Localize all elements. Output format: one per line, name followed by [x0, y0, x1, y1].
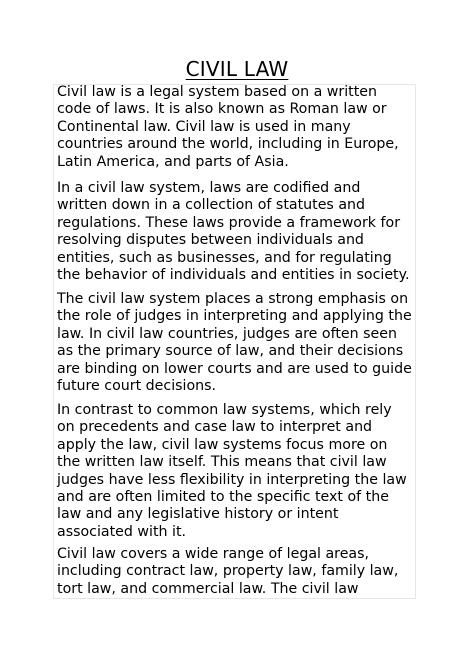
paragraph-4 [57, 402, 417, 541]
text-line: apply the law, civil law systems focus more on [57, 436, 388, 453]
text-line: The civil law system places a strong emphasis on [57, 291, 409, 307]
text-line: associated with it. [57, 523, 187, 540]
text-line: law. In civil law countries, judges are often seen [57, 325, 397, 342]
text-line: In contrast to common law systems, which rely [57, 402, 392, 418]
text-line: and are often limited to the specific text of the [57, 489, 389, 506]
text-line: judges have less flexibility in interpreting the law [57, 471, 407, 488]
text-line: Civil law covers a wide range of legal areas, [57, 546, 370, 562]
text-line: including contract law, property law, family law, [57, 563, 399, 580]
text-line: resolving disputes between individuals and [57, 232, 364, 249]
text-line: the written law itself. This means that civil law [57, 454, 387, 471]
text-line: the behavior of individuals and entities in society. [57, 267, 410, 284]
text-line: regulations. These laws provide a framework for [57, 214, 401, 231]
text-line: are binding on lower courts and are used to guide [57, 360, 412, 377]
text-line: on precedents and case law to interpret and [57, 419, 373, 436]
text-line: entities, such as businesses, and for regulating [57, 249, 392, 266]
text-line: code of laws. It is also known as Roman law or [57, 101, 387, 118]
text-line: written down in a collection of statutes and [57, 197, 366, 214]
text-line: Latin America, and parts of Asia. [57, 153, 289, 170]
text-line: tort law, and commercial law. The civil law [57, 580, 359, 597]
text-line: law and any legislative history or intent [57, 506, 339, 523]
text-line: future court decisions. [57, 378, 217, 395]
text-line: Continental law. Civil law is used in many [57, 118, 351, 135]
text-line: the role of judges in interpreting and applying the [57, 308, 412, 325]
paragraph-5 [57, 546, 417, 598]
paragraph-2 [57, 180, 417, 284]
paragraph-3 [57, 291, 417, 395]
text-line: Civil law is a legal system based on a written [57, 84, 378, 100]
text-line: In a civil law system, laws are codified and [57, 180, 361, 196]
paragraph-1 [57, 84, 417, 171]
text-line: countries around the world, including in Europe, [57, 136, 399, 153]
text-line: as the primary source of law, and their decisions [57, 343, 404, 360]
page-title: CIVIL LAW [185, 57, 289, 81]
